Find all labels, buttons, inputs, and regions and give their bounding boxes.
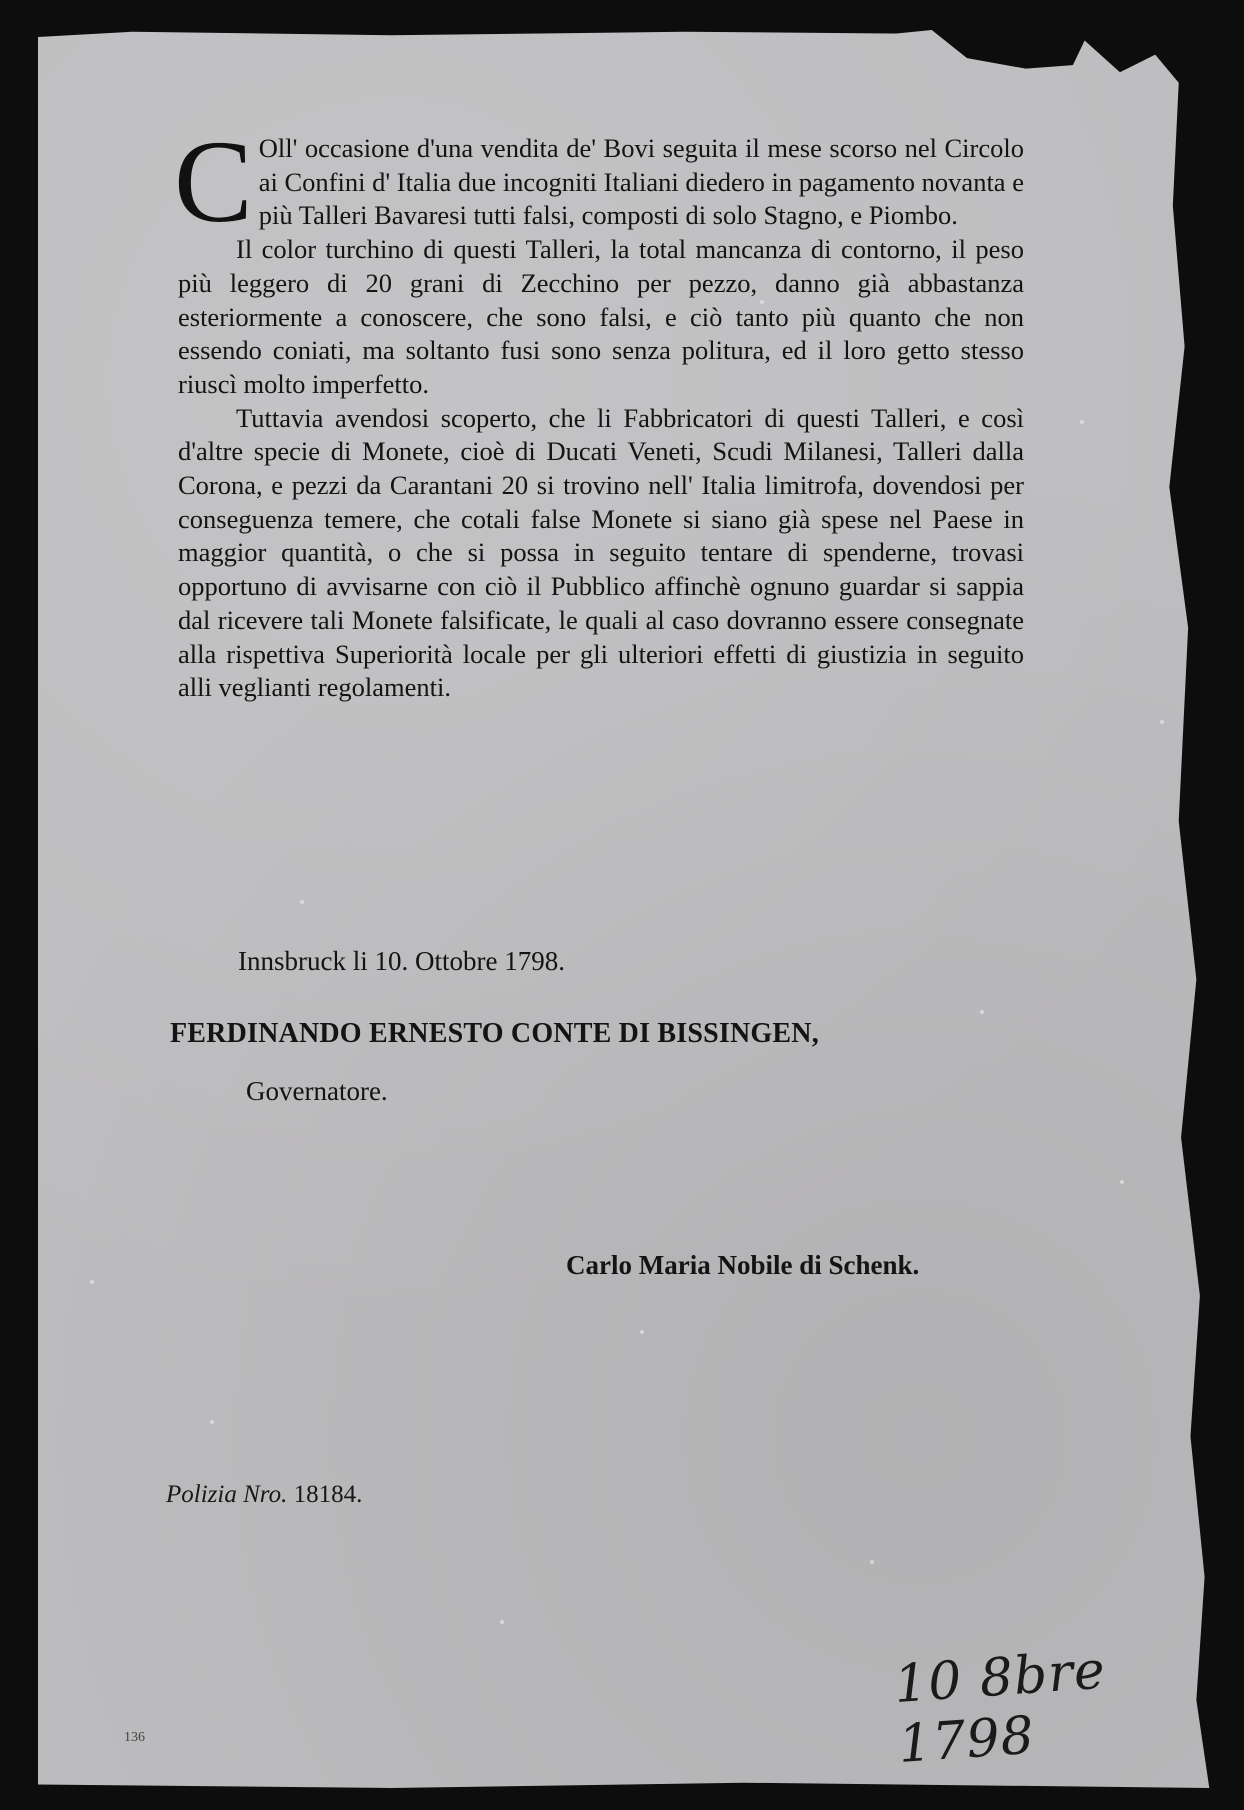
paragraph-3: Tuttavia avendosi scoperto, che li Fabbricatori di questi Talleri, e così d'altre specie di Monete, cioè di Ducati Veneti, Scudi Milanesi, Talleri dalla Corona, e pezzi da Carantani 20 si trovino nell' Italia limitrofa, dovendosi per conseguenza temere, che cotali false Monete si siano già spese nel Paese in maggior quantità, o che si possa in seguito tentare di spenderne, trovasi opportuno di avvisarne con ciò il Pubblico affinchè ognuno guardar si sappia dal ricevere tali Monete falsificate, le quali al caso dovranno essere consegnate alla rispettiva Superiorità locale per gli ulteriori effetti di giustizia in seguito alli veglianti regolamenti. — [178, 402, 1024, 703]
signatory-title: Governatore. — [246, 1076, 388, 1106]
countersignature: Carlo Maria Nobile di Schenk. — [566, 1250, 920, 1280]
paragraph-1 — [174, 116, 1024, 247]
polizia-label: Polizia Nro. — [166, 1481, 288, 1508]
margin-number: 136 — [124, 1730, 145, 1745]
paragraph-1-text: Oll' occasione d'una vendita de' Bovi seguita il mese scorso nel Circolo ai Confini d' Italia due incogniti Italiani diedero in pagamento novanta e più Talleri Bavaresi tutti falsi, composti di solo Stagno, e Piombo. — [258, 133, 1024, 231]
date-line: Innsbruck li 10. Ottobre 1798. — [238, 946, 565, 976]
polizia-number: 18184. — [293, 1481, 363, 1508]
signatory-name: FERDINANDO ERNESTO CONTE DI BISSINGEN, — [170, 1018, 819, 1049]
paragraph-2: Il color turchino di questi Talleri, la total mancanza di contorno, il peso più leggero di 20 grani di Zecchino per pezzo, danno già abbastanza esteriormente a conoscere, che sono falsi, e ciò tanto più quanto che non essendo coniati, ma soltanto fusi sono senza politura, ed il loro getto stesso riuscì molto imperfetto. — [178, 234, 1024, 399]
handwritten-date-note: 10 8bre 1798 — [892, 1640, 1108, 1775]
polizia-reference — [166, 1481, 362, 1509]
drop-cap: C — [174, 116, 253, 247]
decree-body — [174, 116, 1024, 705]
